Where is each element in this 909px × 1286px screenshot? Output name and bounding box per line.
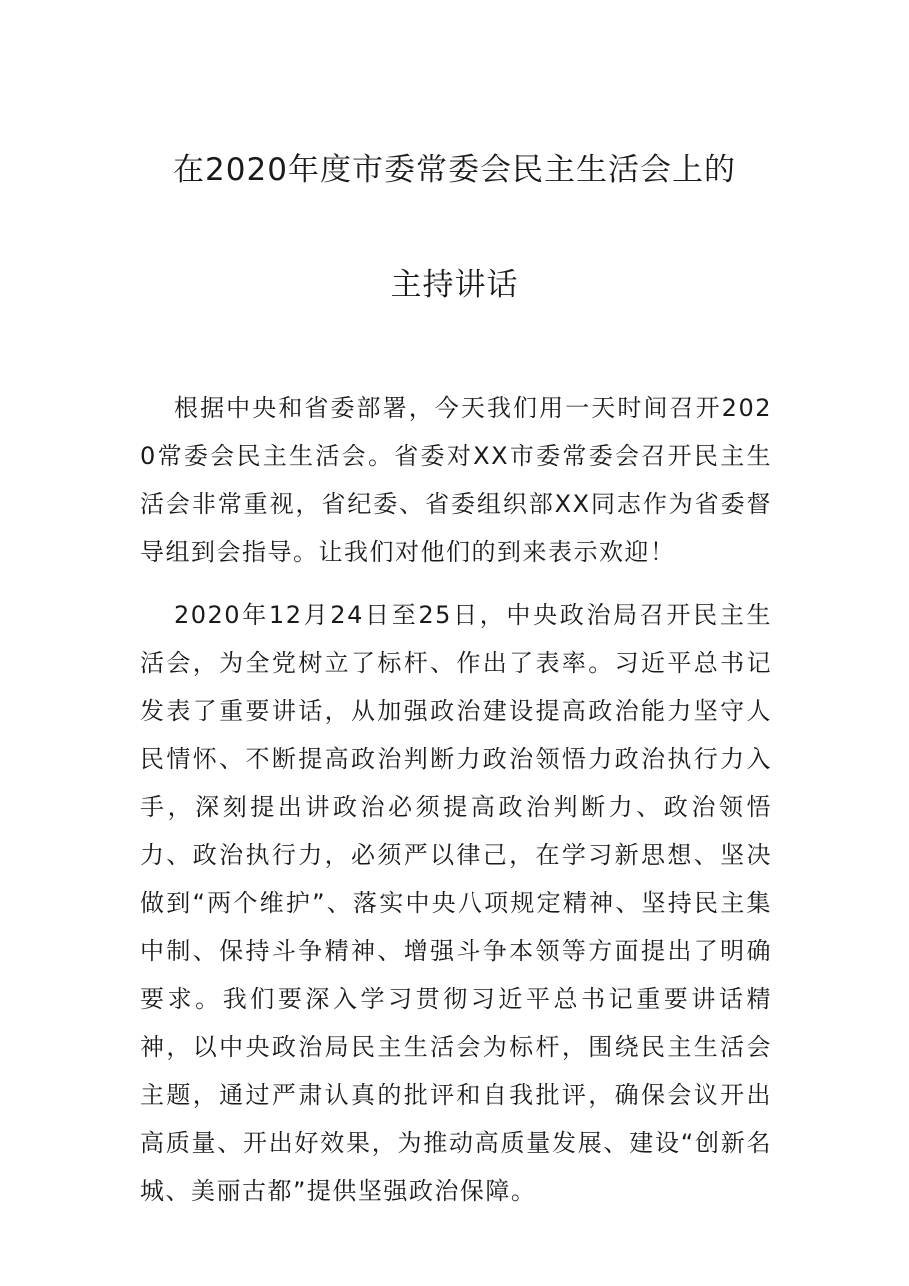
body-paragraph-1: 根据中央和省委部署，今天我们用一天时间召开2020常委会民主生活会。省委对XX市委常委会召开民主生活会非常重视，省纪委、省委组织部XX同志作为省委督导组到会指导。让我们对他们的到来表示欢迎！ <box>140 394 772 566</box>
document-body <box>140 384 772 1230</box>
document-title-line-1: 在2020年度市委常委会民主生活会上的 <box>173 152 736 188</box>
document-title-line-2: 主持讲话 <box>390 267 519 303</box>
body-paragraph-2: 2020年12月24日至25日，中央政治局召开民主生活会，为全党树立了标杆、作出了表率。习近平总书记发表了重要讲话，从加强政治建设提高政治能力坚守人民情怀、不断提高政治判断力政治领悟力政治执行力入手，深刻提出讲政治必须提高政治判断力、政治领悟力、政治执行力，必须严以律己，在学习新思想、坚决做到“两个维护”、落实中央八项规定精神、坚持民主集中制、保持斗争精神、增强斗争本领等方面提出了明确要求。我们要深入学习贯彻习近平总书记重要讲话精神，以中央政治局民主生活会为标杆，围绕民主生活会主题，通过严肃认真的批评和自我批评，确保会议开出高质量、开出好效果，为推动高质量发展、建设“创新名城、美丽古都”提供坚强政治保障。 <box>140 601 772 1205</box>
